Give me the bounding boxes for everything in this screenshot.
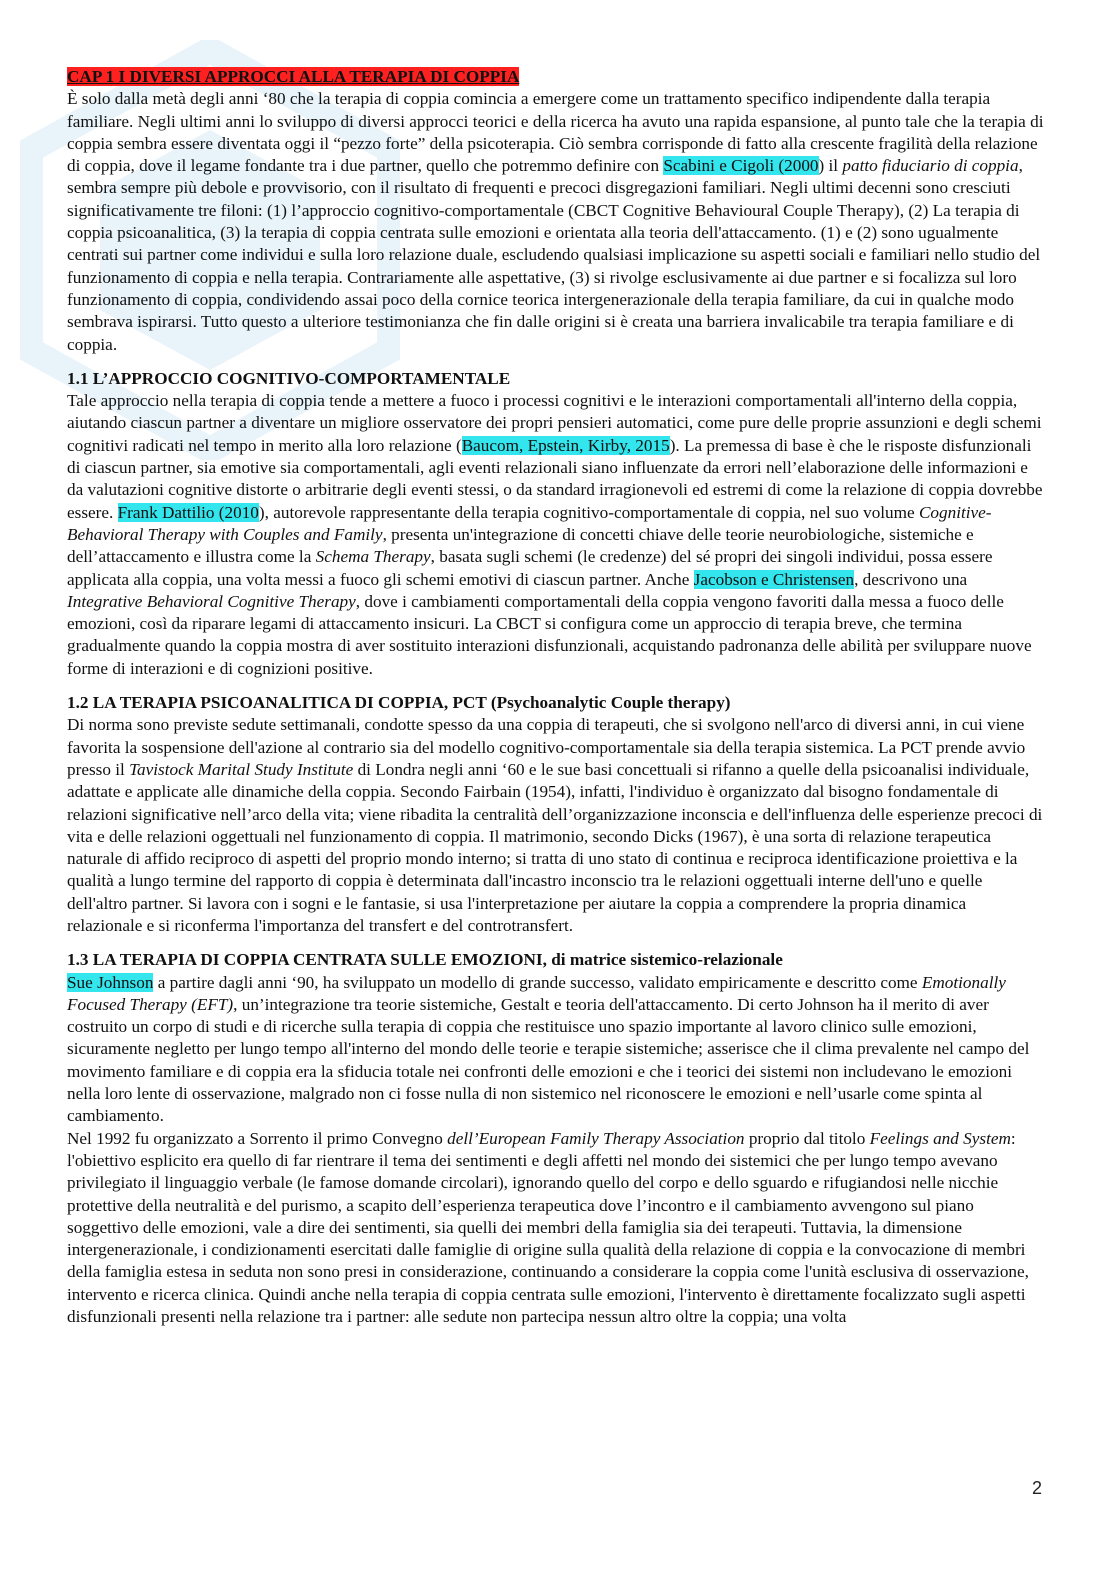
section-title-1-2: 1.2 LA TERAPIA PSICOANALITICA DI COPPIA, PCT (Psychoanalytic Couple therapy) bbox=[67, 693, 731, 713]
document-page bbox=[67, 66, 1045, 1328]
citation-johnson: Sue Johnson bbox=[67, 972, 154, 992]
chapter-heading: CAP 1 I DIVERSI APPROCCI ALLA TERAPIA DI COPPIA bbox=[67, 67, 520, 86]
section-title-1-3: 1.3 LA TERAPIA DI COPPIA CENTRATA SULLE EMOZIONI, di matrice sistemico-relazionale bbox=[67, 950, 783, 970]
section-1-3-paragraph-2: Nel 1992 fu organizzato a Sorrento il primo Convegno dell’European Family Therapy Association proprio dal titolo Feelings and System: l'obiettivo esplicito era quello di far rientrare il tema dei sentimenti e degli affetti nel mondo dei sistemici che per lungo tempo avevano privilegiato il linguaggio verbale (le famose domande circolari), ignorando quello del corpo e dello sguardo e rifugiandosi nelle nicchie protettive della neutralità e del purismo, a scapito dell’esperienza terapeutica dove l’incontro e il cambiamento avvengono sul piano soggettivo delle emozioni, vale a dire dei sentimenti, sia quelli dei membri della famiglia sia dei terapeuti. Tuttavia, la dimensione intergenerazionale, i condizionamenti esercitati dalle famiglie di origine sulla qualità della relazione di coppia e la convocazione di membri della famiglia estesa in seduta non sono presi in considerazione, continuando a considerare la coppia come l'unità esclusiva di osservazione, intervento e ricerca clinica. Quindi anche nella terapia di coppia centrata sulle emozioni, l'intervento è direttamente focalizzato sugli aspetti disfunzionali presenti nella relazione tra i partner: alle sedute non partecipa nessun altro oltre la coppia; una volta bbox=[67, 1128, 1029, 1327]
citation-baucom: Baucom, Epstein, Kirby, 2015 bbox=[461, 435, 670, 455]
section-1-3-paragraph: Sue Johnson a partire dagli anni ‘90, ha sviluppato un modello di grande successo, validato empiricamente e descritto come Emotionally Focused Therapy (EFT), un’integrazione tra teorie sistemiche, Gestalt e teoria dell'attaccamento. Di certo Johnson ha il merito di aver costruito un corpo di studi e di ricerche sulla terapia di coppia che restituisce uno spazio importante al lavoro clinico sulle emozioni, sicuramente negletto per lungo tempo all'interno del mondo delle teorie e terapie sistemiche; asserisce che il clima prevalente nel campo del movimento familiare e di coppia era la sfiducia totale nei confronti delle emozioni e che i teorici dei sistemi non includevano le emozioni nella loro lente di osservazione, malgrado non ci fosse nulla di non sistemico nel riconoscere le emozioni e nell’usarle come spinta al cambiamento. bbox=[67, 972, 1030, 1126]
section-1-2-paragraph: Di norma sono previste sedute settimanali, condotte spesso da una coppia di terapeuti, che si svolgono nell'arco di diversi anni, in cui viene favorita la sospensione dell'azione al contrario sia del modello cognitivo-comportamentale sia della terapia sistemica. La PCT prende avvio presso il Tavistock Marital Study Institute di Londra negli anni ‘60 e le sue basi concettuali si rifanno a quelle della psicoanalisi individuale, adattate e applicate alle dinamiche della coppia. Secondo Fairbain (1954), infatti, l'individuo è organizzato dal bisogno fondamentale di relazioni significative nell’arco della vita; viene ribadita la centralità dell’organizzazione inconscia e dell'influenza delle esperienze precoci di vita e delle relazioni oggettuali nel funzionamento di coppia. Il matrimonio, secondo Dicks (1967), è una sorta di relazione terapeutica naturale di affido reciproco di aspetti del proprio mondo interno; si tratta di uno stato di continua e reciproca identificazione proiettiva e la qualità a lungo termine del rapporto di coppia è determinata dall'incastro inconscio tra le relazioni oggettuali interne dell'uno e quelle dell'altro partner. Si lavora con i sogni e le fantasie, si usa l'interpretazione per aiutare la coppia a comprendere la propria dinamica relazionale e si riconferma l'importanza del transfert e del controtransfert. bbox=[67, 715, 1043, 935]
section-title-1-1: 1.1 L’APPROCCIO COGNITIVO-COMPORTAMENTALE bbox=[67, 368, 511, 388]
citation-scabini-cigoli: Scabini e Cigoli (2000 bbox=[663, 156, 819, 176]
citation-jacobson: Jacobson e Christensen bbox=[693, 569, 855, 589]
citation-dattilio: Frank Dattilio (2010 bbox=[117, 502, 259, 522]
page-number: 2 bbox=[1031, 1478, 1042, 1498]
section-1-1-paragraph: Tale approccio nella terapia di coppia tende a mettere a fuoco i processi cognitivi e le interazioni comportamentali all'interno della coppia, aiutando ciascun partner a diventare un migliore osservatore dei propri pensieri automatici, come pure delle proprie assunzioni e degli schemi cognitivi radicati nel tempo in merito alla loro relazione (Baucom, Epstein, Kirby, 2015). La premessa di base è che le risposte disfunzionali di ciascun partner, sia emotive sia comportamentali, agli eventi relazionali siano influenzate da errori nell’elaborazione delle informazioni e da valutazioni cognitive distorte o arbitrarie degli eventi stessi, o da standard irragionevoli ed estremi di come la relazione di coppia dovrebbe essere. Frank Dattilio (2010), autorevole rappresentante della terapia cognitivo-comportamentale di coppia, nel suo volume Cognitive-Behavioral Therapy with Couples and Family, presenta un'integrazione di concetti chiave delle teorie neurobiologiche, sistemiche e dell’attaccamento e illustra come la Schema Therapy, basata sugli schemi (le credenze) del sé propri dei singoli individui, possa essere applicata alla coppia, una volta messi a fuoco gli schemi emotivi di ciascun partner. Anche Jacobson e Christensen, descrivono una Integrative Behavioral Cognitive Therapy, dove i cambiamenti comportamentali della coppia vengono favoriti dalla messa a fuoco delle emozioni, così da riparare legami di attaccamento insicuri. La CBCT si configura come un approccio di terapia breve, che termina gradualmente quando la coppia mostra di aver sostituito interazioni disfunzionali, acquistando padronanza delle abilità per sviluppare nuove forme di interazioni e di cognizioni positive. bbox=[67, 391, 1043, 678]
intro-paragraph: È solo dalla metà degli anni ‘80 che la terapia di coppia comincia a emergere come un trattamento specifico indipendente dalla terapia familiare. Negli ultimi anni lo sviluppo di diversi approcci teorici e della ricerca ha avuto una rapida espansione, al punto tale che la terapia di coppia sembra essere diventata oggi il “pezzo forte” della psicoterapia. Ciò sembra corrisponde di fatto alla crescente fragilità della relazione di coppia, dove il legame fondante tra i due partner, quello che potremmo definire con Scabini e Cigoli (2000) il patto fiduciario di coppia, sembra sempre più debole e provvisorio, con il risultato di frequenti e precoci disgregazioni familiari. Negli ultimi decenni sono cresciuti significativamente tre filoni: (1) l’approccio cognitivo-comportamentale (CBCT Cognitive Behavioural Couple Therapy), (2) La terapia di coppia psicoanalitica, (3) la terapia di coppia centrata sulle emozioni e orientata alla teoria dell'attaccamento. (1) e (2) sono ugualmente centrati sui partner come individui e sulla loro relazione duale, escludendo qualsiasi implicazione su aspetti sociali e familiari nello studio del funzionamento di coppia e nella terapia. Contrariamente alle aspettative, (3) si rivolge esclusivamente ai due partner e si focalizza sul loro funzionamento di coppia, condividendo assai poco della cornice teorica intergenerazionale della terapia familiare, da cui in qualche modo sembrava ispirarsi. Tutto questo a ulteriore testimonianza che fin dalle origini si è creata una barriera invalicabile tra terapia familiare e di coppia. bbox=[67, 89, 1044, 354]
